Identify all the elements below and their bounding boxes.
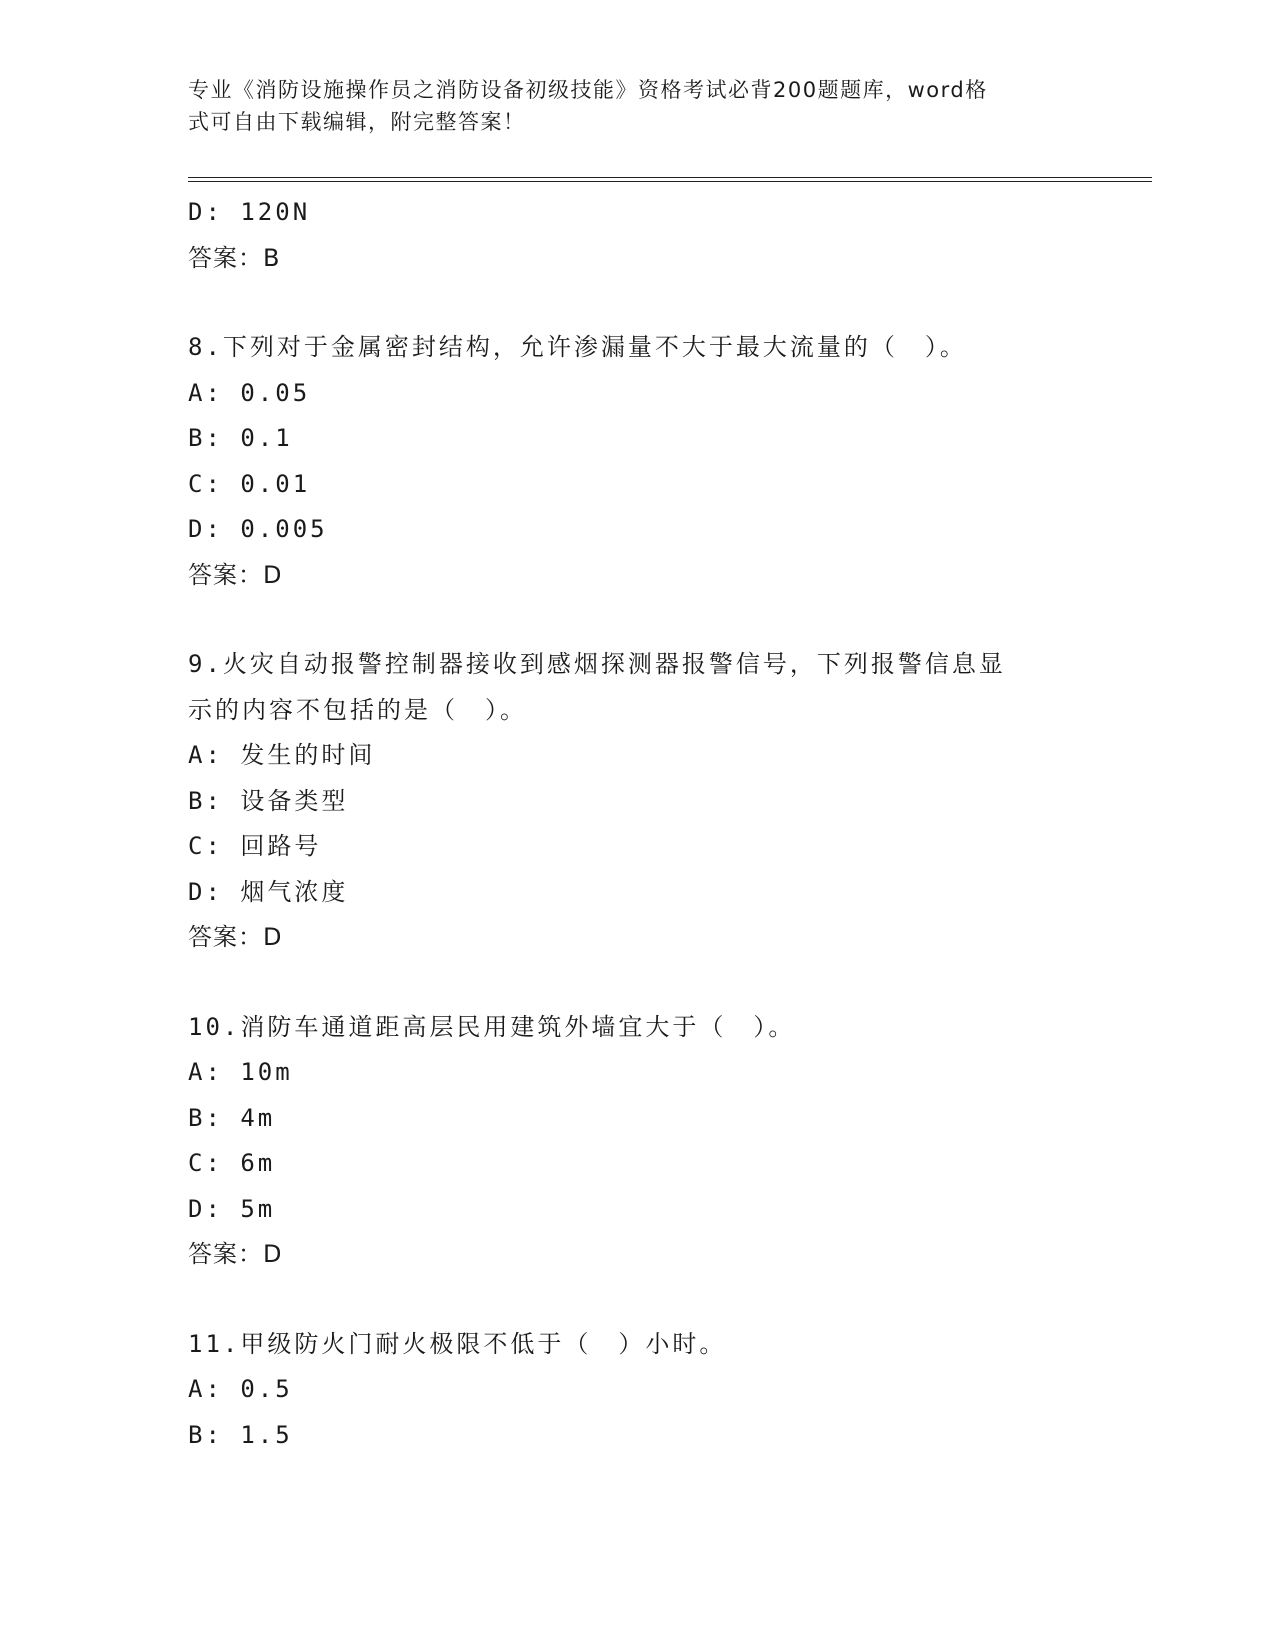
option-b: B: 0.1 (188, 424, 293, 452)
option-b: B: 1.5 (188, 1420, 293, 1449)
question-8 (188, 325, 1088, 598)
option-d: D: 烟气浓度 (188, 877, 349, 906)
question-11 (188, 1322, 1088, 1459)
answer-line: 答案：D (188, 923, 283, 951)
option-d: D: 0.005 (188, 515, 328, 543)
answer-line: 答案：D (188, 560, 283, 589)
question-text: 11.甲级防火门耐火极限不低于（ ）小时。 (188, 1329, 727, 1358)
carryover-block (188, 190, 1088, 281)
question-9 (188, 642, 1088, 961)
question-text: 8.下列对于金属密封结构，允许渗漏量不大于最大流量的（ ）。 (188, 333, 967, 361)
header-divider-top (188, 177, 1152, 178)
answer-line: 答案：B (188, 243, 281, 272)
option-c: C: 回路号 (188, 832, 322, 860)
spacer (188, 1278, 1088, 1322)
option-c: C: 6m (188, 1149, 276, 1177)
answer-line: 答案：D (188, 1240, 283, 1268)
header-line-2: 式可自由下载编辑，附完整答案！ (188, 110, 526, 134)
header-line-1: 专业《消防设施操作员之消防设备初级技能》资格考试必背200题题库，word格 (188, 78, 988, 102)
header-divider-bottom (188, 181, 1152, 182)
option-c: C: 0.01 (188, 469, 311, 498)
option-b: B: 4m (188, 1103, 276, 1132)
option-b: B: 设备类型 (188, 786, 349, 815)
spacer (188, 961, 1088, 1005)
question-list (188, 190, 1088, 1458)
option-d: D: 120N (188, 198, 311, 226)
option-a: A: 发生的时间 (188, 741, 376, 769)
spacer (188, 598, 1088, 642)
question-text: 9.火灾自动报警控制器接收到感烟探测器报警信号，下列报警信息显 (188, 650, 1006, 678)
question-text: 10.消防车通道距高层民用建筑外墙宜大于（ ）。 (188, 1012, 796, 1041)
option-a: A: 10m (188, 1058, 293, 1086)
option-a: A: 0.5 (188, 1375, 293, 1403)
document-header (188, 74, 1068, 138)
option-a: A: 0.05 (188, 378, 311, 407)
question-10 (188, 1005, 1088, 1278)
question-text-continued: 示的内容不包括的是（ ）。 (188, 695, 527, 724)
spacer (188, 281, 1088, 325)
option-d: D: 5m (188, 1194, 276, 1223)
